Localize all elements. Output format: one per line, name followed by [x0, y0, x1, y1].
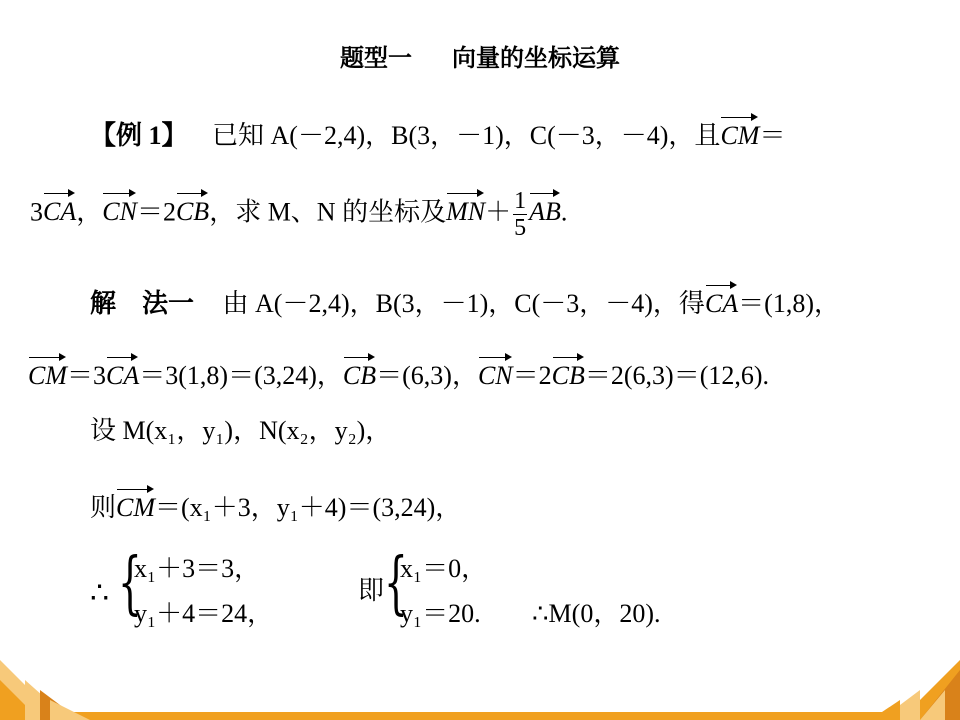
solution-line-2 [28, 354, 769, 392]
example-text-2e: ＋ [485, 197, 512, 227]
vector-cm: CM [116, 486, 155, 524]
vector-cb: CB [343, 354, 376, 392]
vector-cm: CM [720, 114, 759, 152]
bottom-bar [0, 712, 960, 720]
solution-text-1b: ＝(1,8)， [738, 289, 840, 318]
left-corner-decoration [0, 660, 90, 720]
vector-cn: CN [102, 190, 137, 228]
system-1-top: x₁＋3＝3， [134, 554, 261, 583]
fraction-denominator: 5 [514, 215, 527, 241]
vector-mn: MN [446, 190, 485, 228]
example-text-2d: ，求 M、N 的坐标及 [209, 197, 447, 227]
solution-text-2a: ＝3 [67, 361, 107, 390]
solution-text-4b: ＝(x₁＋3，y₁＋4)＝(3,24)， [155, 493, 462, 522]
therefore-symbol: ∴ [90, 577, 110, 610]
system-1-bottom: y₁＋4＝24， [134, 599, 274, 628]
solution-text-2b: ＝3(1,8)＝(3,24)， [139, 361, 343, 390]
solution-text-2d: ＝2 [512, 361, 552, 390]
ji-text: 即 [358, 576, 385, 605]
system-2-bottom: y₁＝20. [400, 599, 481, 628]
solution-text-1a: 由 A(－2,4)，B(3，－1)，C(－3，－4)，得 [222, 289, 705, 318]
example-line-2 [30, 188, 567, 241]
right-corner-decoration [870, 660, 960, 720]
section-title [0, 38, 960, 73]
solution-line-1 [90, 282, 840, 320]
vector-cb: CB [176, 190, 209, 228]
solution-text-4a: 则 [90, 493, 117, 522]
left-brace-1: { [118, 544, 142, 623]
example-label: 【例 1】 [90, 121, 188, 150]
example-text-2f: . [560, 197, 568, 227]
vector-cm: CM [28, 354, 67, 392]
solution-label: 解 法一 [90, 289, 195, 318]
section-title-topic: 向量的坐标运算 [452, 44, 620, 72]
example-line-1 [90, 114, 785, 152]
vector-ca: CA [43, 190, 76, 228]
system-2-top: x₁＝0， [400, 554, 488, 583]
vector-ca: CA [705, 282, 738, 320]
solution-text-2e: ＝2(6,3)＝(12,6). [584, 361, 770, 390]
solution-line-4 [90, 486, 461, 524]
example-text-2a: 3 [30, 197, 43, 227]
solution-line-3 [90, 415, 391, 447]
fraction-numerator: 1 [514, 188, 527, 214]
solution-text-3: 设 M(x₁，y₁)，N(x₂，y₂)， [90, 416, 392, 445]
conclusion-text: ∴M(0，20). [532, 599, 661, 628]
solution-text-2c: ＝(6,3)， [376, 361, 478, 390]
section-title-type: 题型一 [340, 44, 412, 72]
vector-ca: CA [106, 354, 139, 392]
example-text-2c: ＝2 [136, 197, 176, 227]
left-brace-2: { [384, 544, 408, 623]
vector-cn: CN [478, 354, 513, 392]
example-text-1a: 已知 A(－2,4)，B(3，－1)，C(－3，－4)，且 [212, 121, 721, 150]
vector-cb: CB [552, 354, 585, 392]
fraction-one-fifth [513, 188, 527, 241]
example-text-1b: ＝ [759, 121, 786, 150]
example-text-2b: ， [76, 197, 103, 227]
vector-ab: AB [529, 190, 561, 228]
